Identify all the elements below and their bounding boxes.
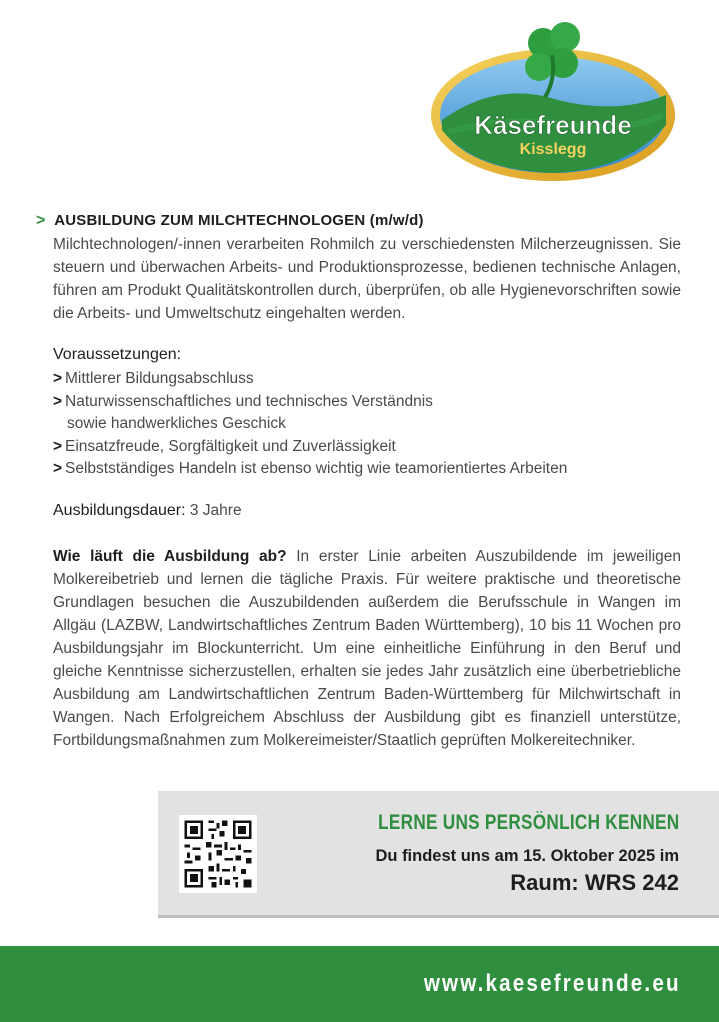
process-text: In erster Linie arbeiten Auszubildende im jeweiligen Molkereibetrieb und lernen die tägliche Praxis. Für weitere praktische und theoretische Grundlagen besuchen die Auszubildenden außerdem die Berufsschule in Wangen im Allgäu (LAZBW, Landwirtschaftliches Zentrum Baden Württemberg), 10 bis 11 Wochen pro Ausbildungsjahr im Blockunterricht. Um eine einheitliche Einführung in den Beruf und gleiche Kenntnisse sicherzustellen, erhalten sie jedes Jahr zusätzlich eine überbetriebliche Ausbildung am Landwirtschaftlichen Zentrum Baden-Württemberg für Milchwirtschaft in Wangen. Nach Erfolgreichem Abschluss der Ausbildung gibt es finanziell unterstütze, Fortbildungsmaßnahmen zum Molkereimeister/Staatlich geprüften Molkereitechniker.	[53, 548, 681, 749]
logo-location: Kisslegg	[519, 141, 587, 158]
requirements-list	[53, 368, 693, 481]
cta-title: LERNE UNS PERSÖNLICH KENNEN	[377, 811, 679, 834]
logo-brand: Käsefreunde	[474, 110, 632, 140]
cta-room: Raum: WRS 242	[510, 870, 679, 895]
duration-label: Ausbildungsdauer:	[53, 502, 186, 519]
list-item: > Mittlerer Bildungsabschluss	[53, 368, 693, 391]
bullet-icon: >	[53, 437, 63, 455]
process-paragraph	[53, 545, 681, 752]
cta-date-line: Du findest uns am 15. Oktober 2025 im	[375, 847, 679, 865]
bullet-icon: >	[53, 392, 63, 410]
page-title: AUSBILDUNG ZUM MILCHTECHNOLOGEN (m/w/d)	[54, 212, 424, 229]
bullet-icon: >	[53, 460, 63, 477]
bullet-icon: >	[53, 370, 63, 387]
duration-value: 3 Jahre	[189, 502, 242, 519]
chevron-right-icon: >	[36, 212, 46, 229]
list-item: > Naturwissenschaftliches und technisches Verständnis sowie handwerkliches Geschick	[53, 392, 433, 432]
qr-code-icon[interactable]	[179, 815, 257, 893]
process-question: Wie läuft die Ausbildung ab?	[53, 548, 287, 565]
duration	[53, 502, 242, 520]
list-item: > Einsatzfreude, Sorgfältigkeit und Zuverlässigkeit	[53, 436, 693, 459]
intro-paragraph: Milchtechnologen/-innen verarbeiten Rohmilch zu verschiedensten Milcherzeugnissen. Sie steuern und überwachen Arbeits- und Produktionsprozesse, bedienen technische Anlagen, führen am Produkt Qualitätskontrollen durch, überprüfen, ob alle Hygienevorschriften sowie die Arbeits- und Umweltschutz eingehalten werden.	[53, 236, 681, 322]
kaesefreunde-logo	[428, 20, 678, 185]
requirements-title: Voraussetzungen:	[53, 346, 182, 363]
section-heading	[36, 212, 696, 230]
website-link[interactable]: www.kaesefreunde.eu	[424, 970, 681, 997]
list-item: > Selbstständiges Handeln ist ebenso wichtig wie teamorientiertes Arbeiten	[53, 458, 693, 481]
